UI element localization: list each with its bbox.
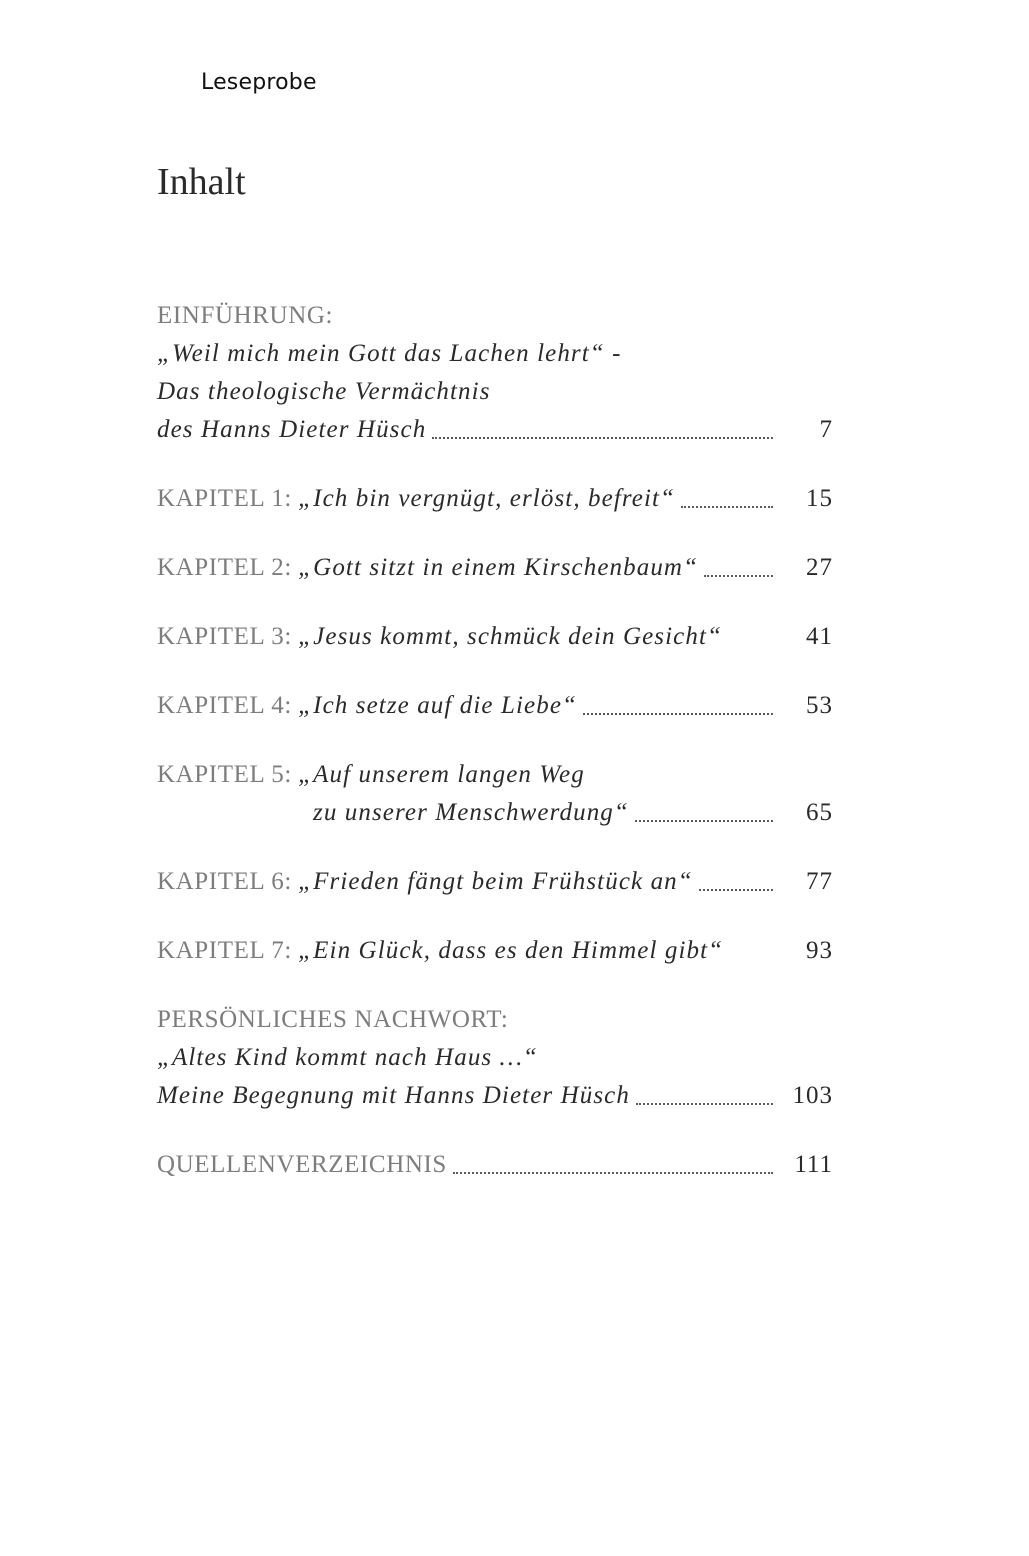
chapter-title: „Ich bin vergnügt, erlöst, befreit“ <box>298 485 676 512</box>
page-title: Inhalt <box>157 161 246 203</box>
dot-leader <box>453 1171 773 1174</box>
toc-page-number: 111 <box>794 1151 833 1178</box>
toc-entry-chapter-7[interactable] <box>157 932 833 970</box>
chapter-title: „Ich setze auf die Liebe“ <box>298 692 578 719</box>
toc-entry-chapter-5-cont[interactable] <box>157 794 833 832</box>
chapter-title: „Frieden fängt beim Frühstück an“ <box>298 868 693 895</box>
toc-intro-label-line <box>157 297 833 335</box>
toc-intro-label: EINFÜHRUNG: <box>157 302 334 329</box>
chapter-label: KAPITEL 7: <box>157 937 292 964</box>
dot-leader <box>635 819 773 822</box>
toc-page-number: 27 <box>806 554 833 581</box>
chapter-title: „Auf unserem langen Weg <box>298 761 585 788</box>
toc-entry-sources[interactable] <box>157 1146 833 1184</box>
chapter-title: „Gott sitzt in einem Kirschenbaum“ <box>298 554 699 581</box>
dot-leader <box>704 574 773 577</box>
toc-afterword-line-1 <box>157 1039 833 1077</box>
toc-entry-chapter-2[interactable] <box>157 549 833 587</box>
dot-leader <box>432 436 773 439</box>
table-of-contents <box>157 297 833 1184</box>
toc-intro-line-3[interactable] <box>157 411 833 449</box>
chapter-label: KAPITEL 5: <box>157 761 292 788</box>
toc-intro-title-3: des Hanns Dieter Hüsch <box>157 416 427 443</box>
toc-entry-chapter-3[interactable] <box>157 618 833 656</box>
toc-page-number: 7 <box>819 416 833 443</box>
toc-afterword-line-2[interactable] <box>157 1077 833 1115</box>
toc-page-number: 93 <box>806 937 833 964</box>
chapter-title-continued: zu unserer Menschwerdung“ <box>313 799 629 826</box>
toc-afterword-title-2: Meine Begegnung mit Hanns Dieter Hüsch <box>157 1082 630 1109</box>
toc-intro-line-1 <box>157 335 833 373</box>
chapter-label: KAPITEL 6: <box>157 868 292 895</box>
toc-entry-chapter-1[interactable] <box>157 480 833 518</box>
toc-afterword-label: PERSÖNLICHES NACHWORT: <box>157 1006 509 1033</box>
toc-intro-line-2 <box>157 373 833 411</box>
chapter-label: KAPITEL 1: <box>157 485 292 512</box>
toc-page-number: 15 <box>806 485 833 512</box>
dot-leader <box>699 888 773 891</box>
chapter-title: „Jesus kommt, schmück dein Gesicht“ <box>298 623 723 650</box>
toc-page-number: 41 <box>806 623 833 650</box>
toc-page-number: 77 <box>806 868 833 895</box>
page-header: Leseprobe <box>201 70 317 95</box>
chapter-label: KAPITEL 3: <box>157 623 292 650</box>
chapter-label: KAPITEL 4: <box>157 692 292 719</box>
toc-entry-chapter-5[interactable] <box>157 756 833 794</box>
dot-leader <box>583 712 773 715</box>
chapter-title: „Ein Glück, dass es den Himmel gibt“ <box>298 937 724 964</box>
toc-page-number: 53 <box>806 692 833 719</box>
toc-intro-title-2: Das theologische Vermächtnis <box>157 378 491 405</box>
toc-afterword-title-1: „Altes Kind kommt nach Haus …“ <box>157 1044 538 1071</box>
toc-page-number: 65 <box>806 799 833 826</box>
toc-afterword-label-line <box>157 1001 833 1039</box>
toc-entry-chapter-4[interactable] <box>157 687 833 725</box>
dot-leader <box>681 505 773 508</box>
toc-entry-chapter-6[interactable] <box>157 863 833 901</box>
toc-intro-title-1: „Weil mich mein Gott das Lachen lehrt“ - <box>157 340 622 367</box>
toc-sources-label: QUELLENVERZEICHNIS <box>157 1151 447 1178</box>
toc-page-number: 103 <box>792 1082 833 1109</box>
chapter-label: KAPITEL 2: <box>157 554 292 581</box>
dot-leader <box>636 1102 773 1105</box>
